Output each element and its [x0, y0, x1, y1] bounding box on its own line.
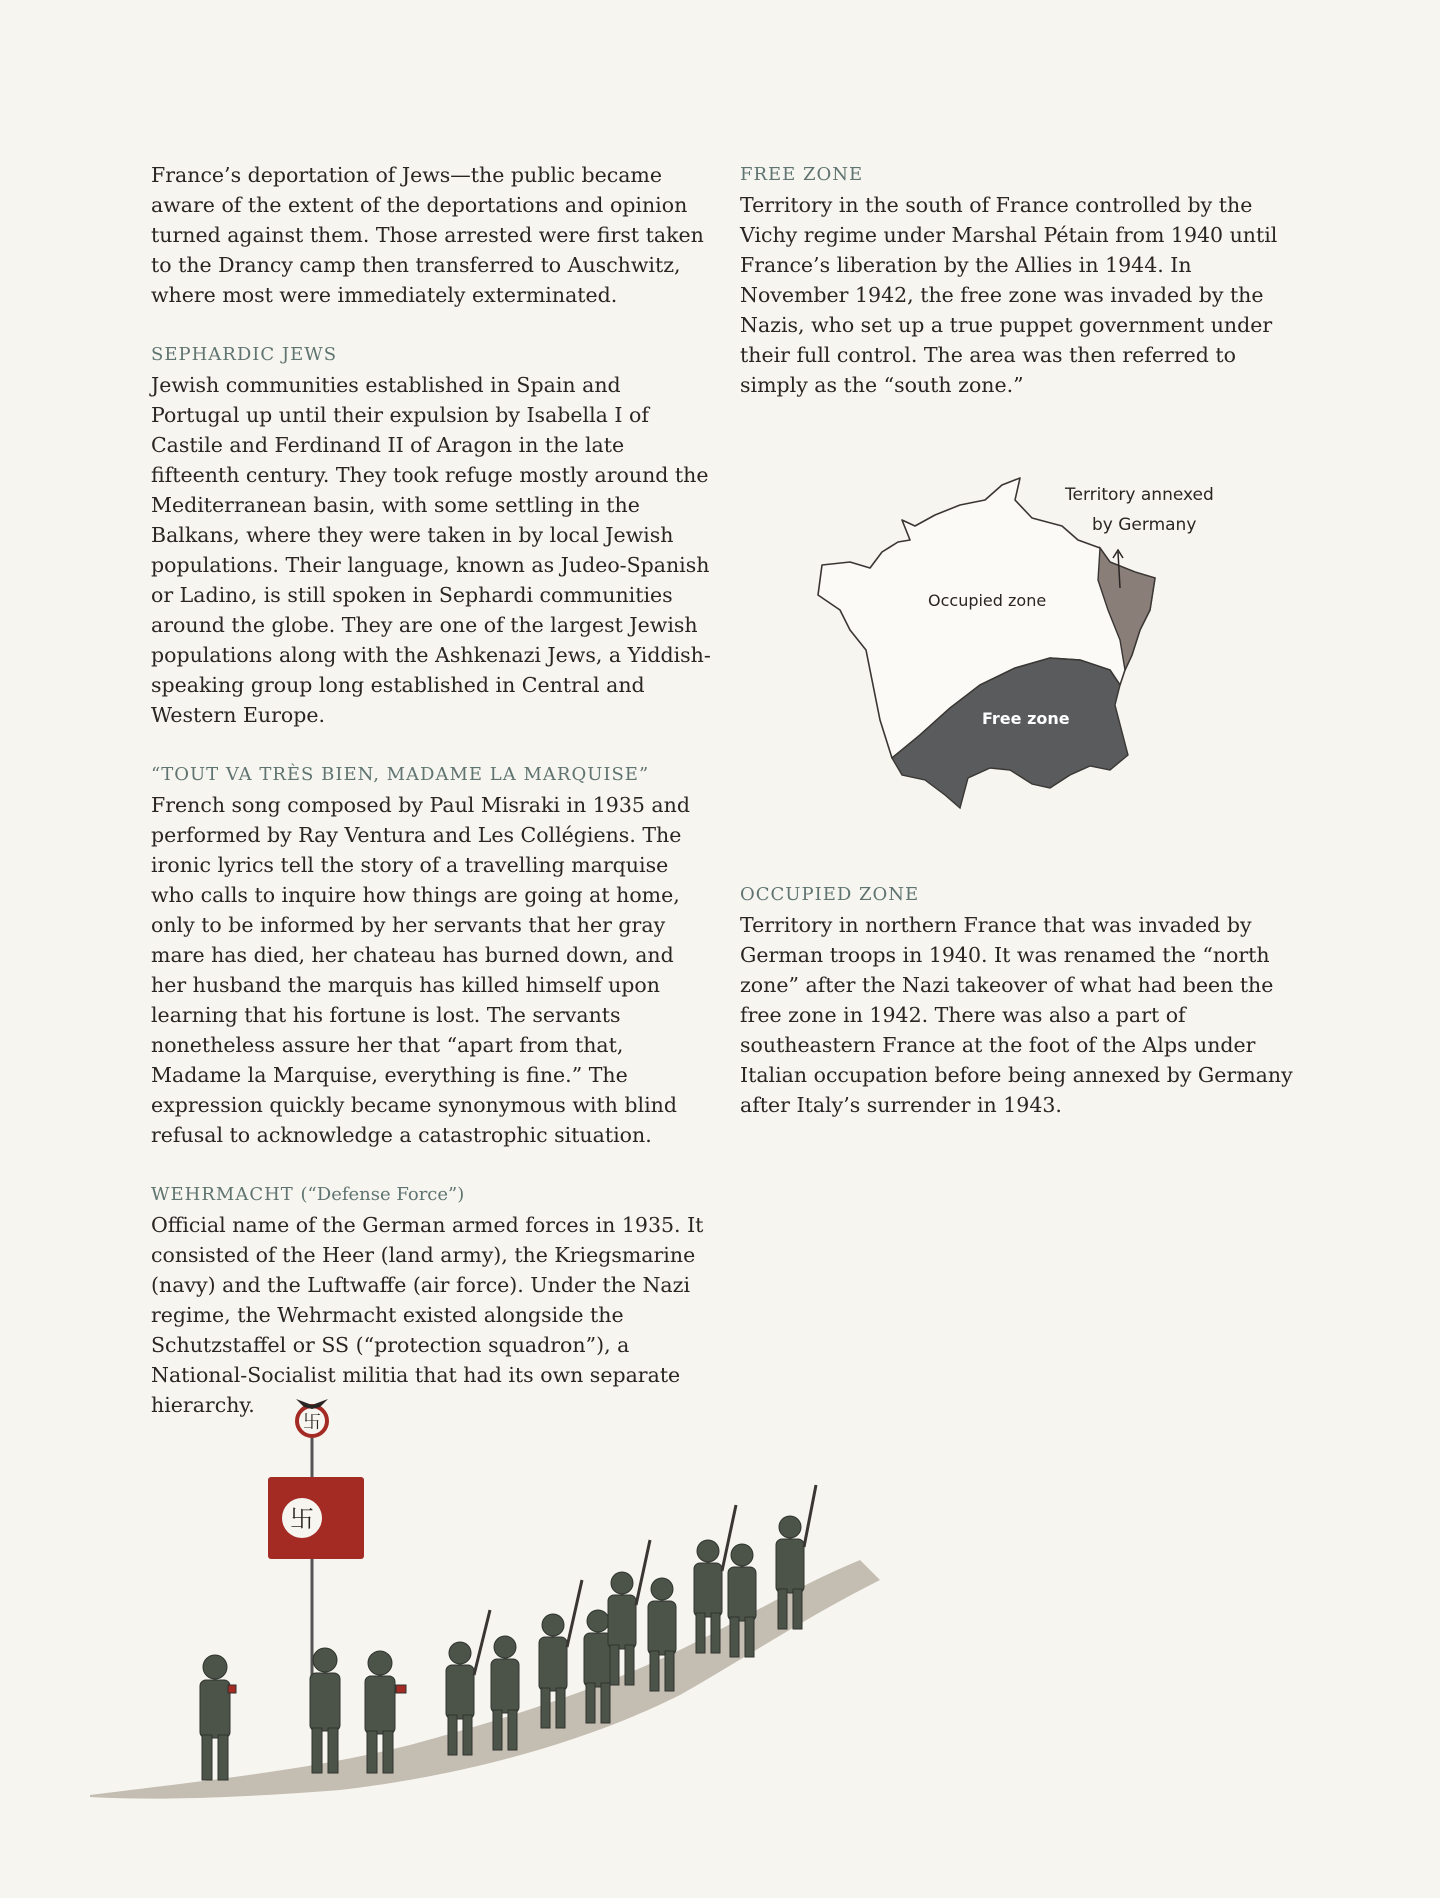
entry-title-text: WEHRMACHT	[151, 1184, 294, 1205]
annexed-label-line1: Territory annexed	[1065, 485, 1214, 505]
france-map-svg	[810, 470, 1260, 830]
intro-entry	[151, 160, 711, 310]
glossary-entry-occupied-zone	[740, 880, 1300, 1120]
occupied-zone-label: Occupied zone	[928, 591, 1047, 610]
entry-body: Territory in the south of France controlled by the Vichy regime under Marshal Pétain from 1940 until France’s liberation by the Allies in 1944. In November 1942, the free zone was invaded by the Nazis, who set up a true puppet government under their full control. The area was then referred to simply as the “south zone.”	[740, 193, 1278, 397]
entry-title	[151, 760, 711, 790]
entry-body: Jewish communities established in Spain and Portugal up until their expulsion by Isabella I of Castile and Ferdinand II of Aragon in the late fifteenth century. They took refuge mostly around the Mediterranean basin, with some settling in the Balkans, where they were taken in by local Jewish populations. Their language, known as Judeo-Spanish or Ladino, is still spoken in Sephardi communities around the globe. They are one of the largest Jewish populations along with the Ashkenazi Jews, a Yiddish-speaking group long established in Central and Western Europe.	[151, 373, 711, 727]
glossary-entry-free-zone	[740, 160, 1300, 400]
entry-title	[151, 1180, 711, 1210]
soldier-figure	[608, 1540, 650, 1685]
intro-text: France’s deportation of Jews—the public became aware of the extent of the deportations and opinion turned against them. Those arrested were first taken to the Drancy camp then transferred to Auschwitz, where most were immediately exterminated.	[151, 163, 704, 307]
entry-subtitle: (“Defense Force”)	[300, 1184, 465, 1205]
entry-title	[151, 340, 711, 370]
france-zones-map	[810, 470, 1260, 830]
standard-swastika-icon: 卐	[303, 1412, 321, 1433]
entry-body: Territory in northern France that was invaded by German troops in 1940. It was renamed the “north zone” after the Nazi takeover of what had been the free zone in 1942. There was also a part of southeastern France at the foot of the Alps under Italian occupation before being annexed by Germany after Italy’s surrender in 1943.	[740, 913, 1293, 1117]
march-svg	[90, 1385, 990, 1805]
left-column	[151, 160, 711, 1450]
right-column-top	[740, 160, 1300, 430]
free-zone-label: Free zone	[982, 709, 1070, 728]
soldier-figure	[200, 1655, 236, 1780]
glossary-entry-sephardic-jews	[151, 340, 711, 730]
entry-body: French song composed by Paul Misraki in 1935 and performed by Ray Ventura and Les Collégiens. The ironic lyrics tell the story of a travelling marquise who calls to inquire how things are going at home, only to be informed by her servants that her gray mare has died, her chateau has burned down, and her husband the marquis has killed himself upon learning that his fortune is lost. The servants nonetheless assure her that “apart from that, Madame la Marquise, everything is fine.” The expression quickly became synonymous with blind refusal to acknowledge a catastrophic situation.	[151, 793, 690, 1147]
annexed-label-line2: by Germany	[1092, 515, 1197, 535]
soldier-figure	[310, 1648, 340, 1773]
entry-title-text: SEPHARDIC JEWS	[151, 344, 338, 365]
entry-title: OCCUPIED ZONE	[740, 884, 920, 905]
banner-swastika-icon: 卐	[290, 1505, 314, 1533]
glossary-entry-tout-va-tres-bien	[151, 760, 711, 1150]
marching-soldiers-illustration	[90, 1385, 990, 1805]
glossary-entry-wehrmacht	[151, 1180, 711, 1420]
entry-title: FREE ZONE	[740, 164, 864, 185]
entry-title-text: “TOUT VA TRÈS BIEN, MADAME LA MARQUISE”	[151, 764, 650, 785]
right-column-bottom	[740, 880, 1300, 1150]
entry-body: Official name of the German armed forces in 1935. It consisted of the Heer (land army), the Kriegsmarine (navy) and the Luftwaffe (air force). Under the Nazi regime, the Wehrmacht existed alongside the Schutzstaffel or SS (“protection squadron”), a National-Socialist militia that had its own separate hierarchy.	[151, 1213, 704, 1417]
